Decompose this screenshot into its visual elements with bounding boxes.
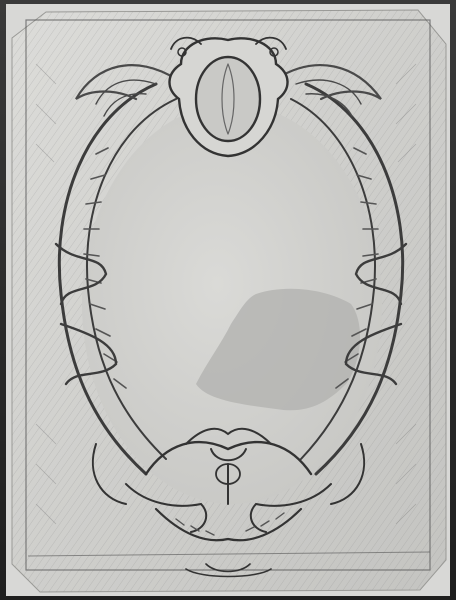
- photograph: [6, 4, 450, 596]
- drawing-canvas: [6, 4, 450, 596]
